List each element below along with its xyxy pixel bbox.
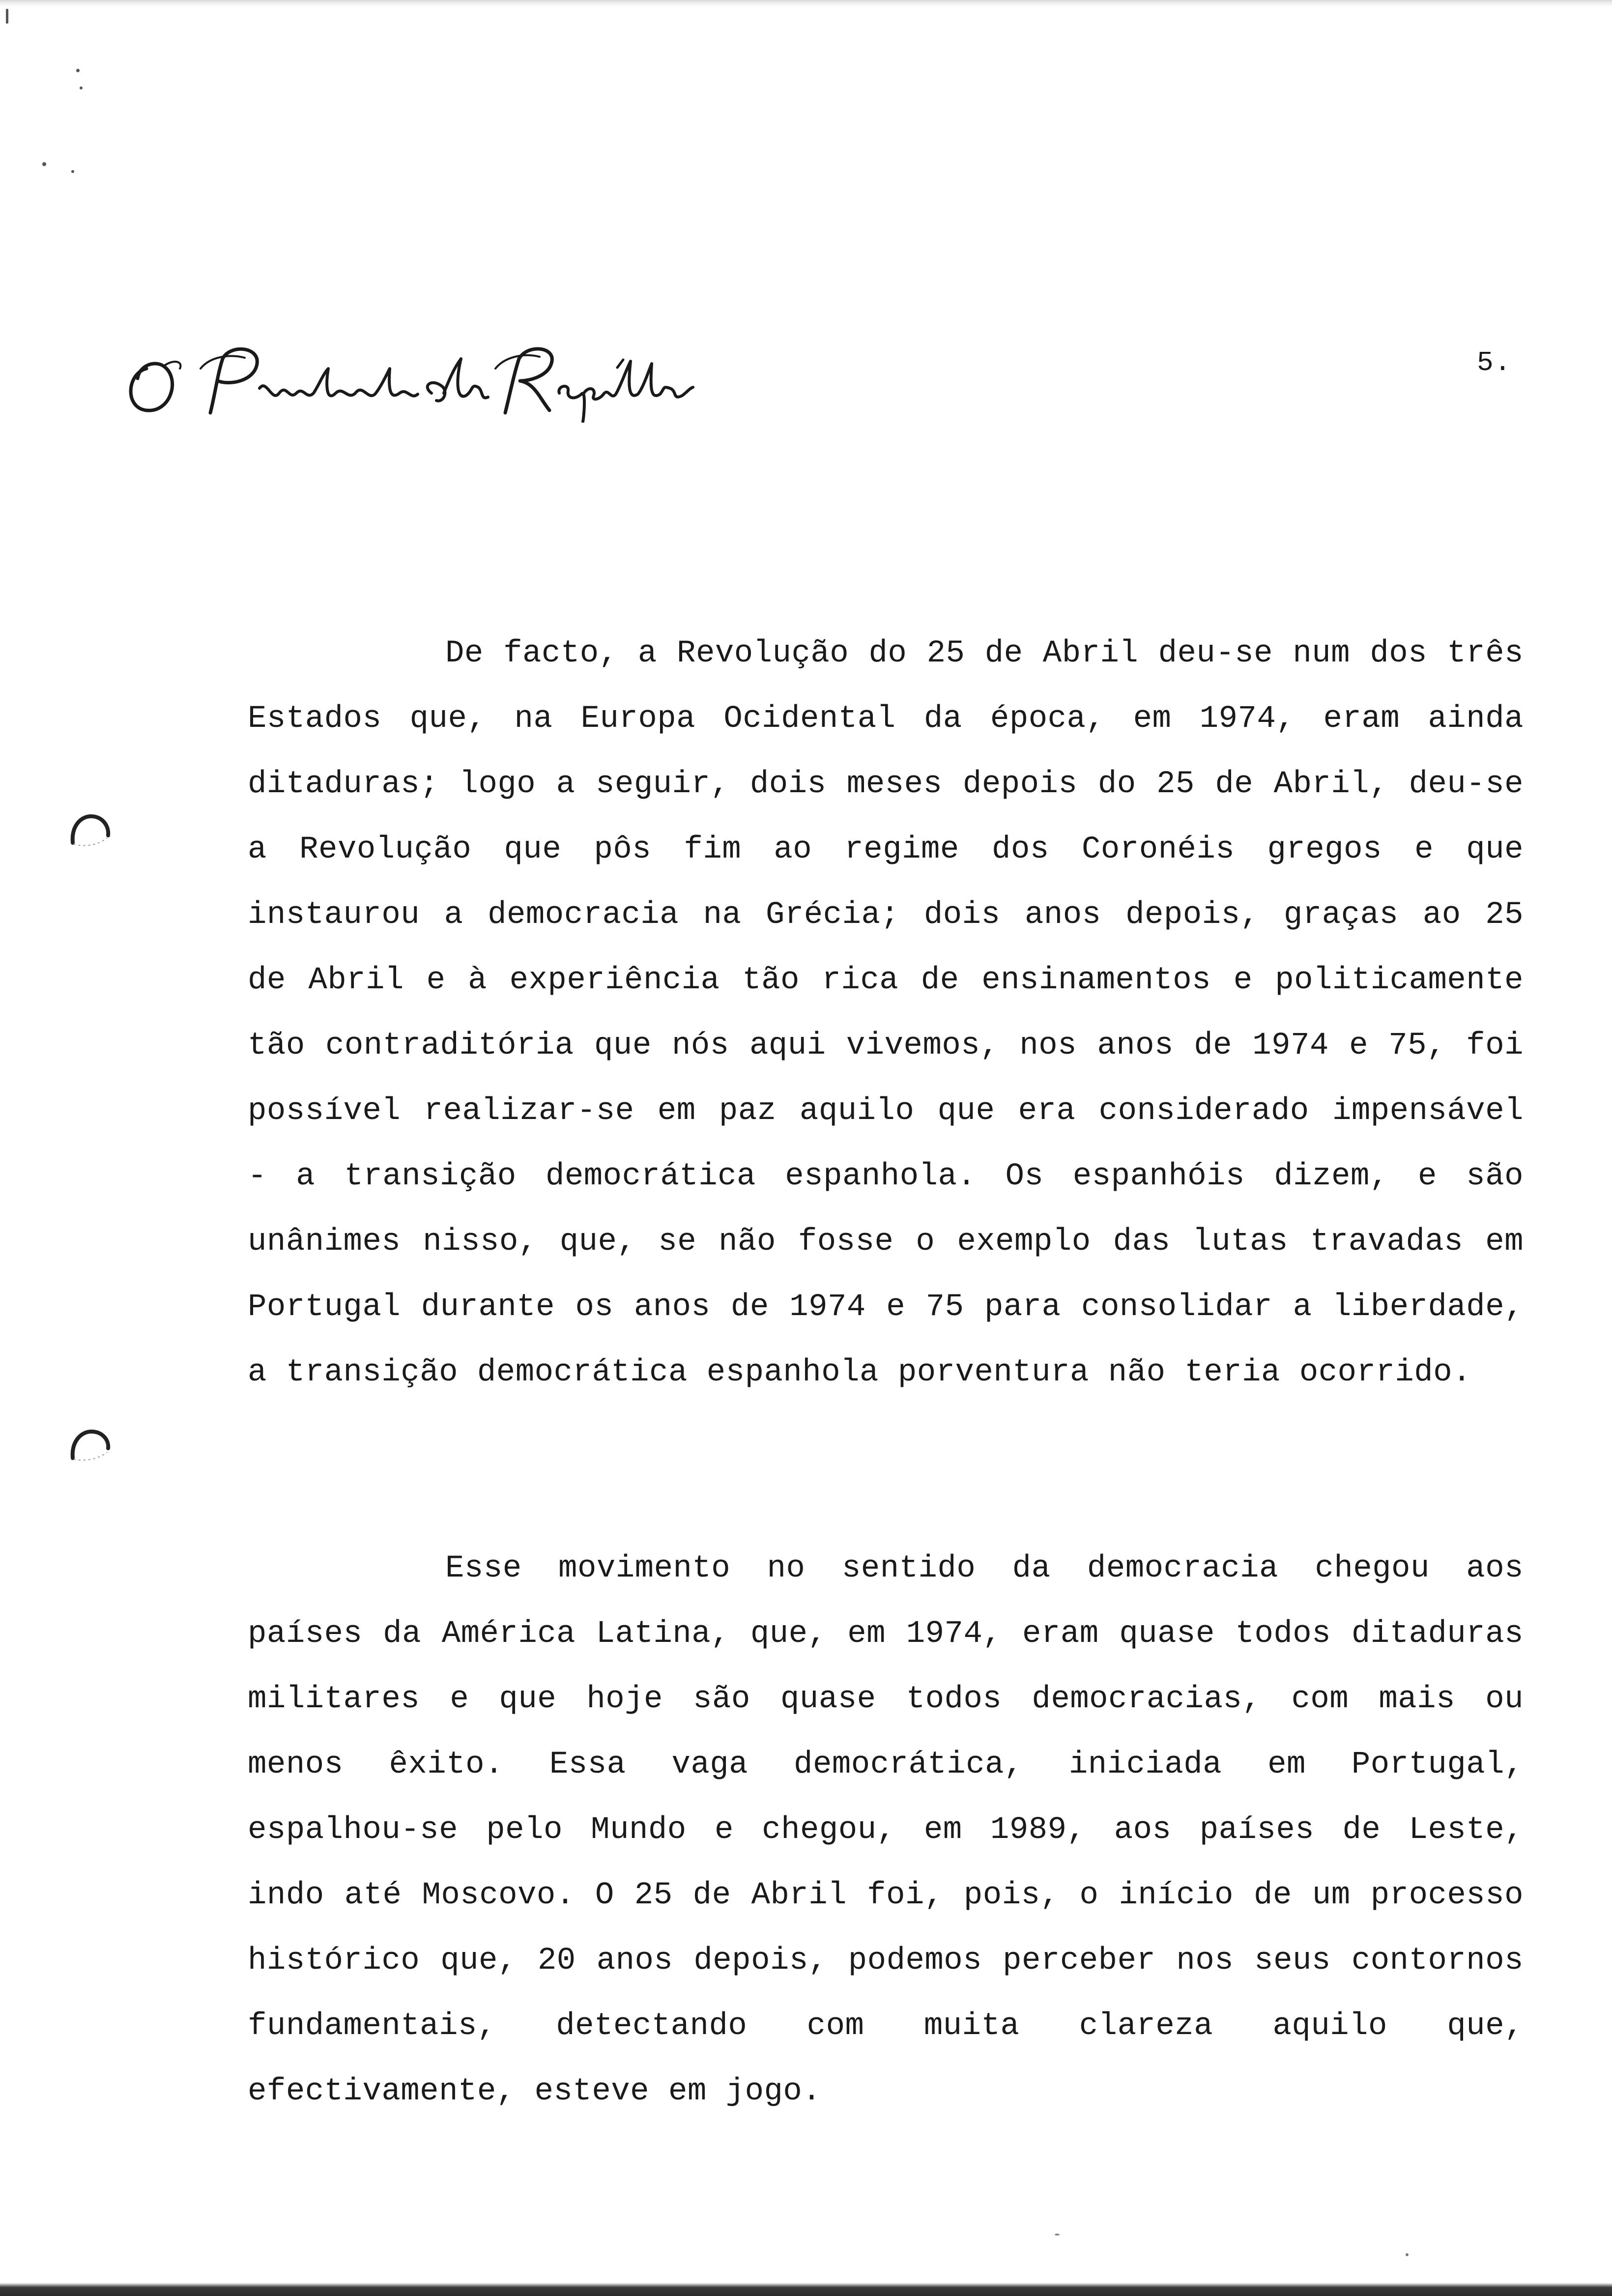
- scan-speck: [71, 170, 74, 173]
- punch-hole-mark: [69, 813, 111, 848]
- scan-bottom-edge: [0, 2283, 1612, 2296]
- scan-speck: [1406, 2253, 1409, 2256]
- body-paragraph: Esse movimento no sentido da democracia chegou aos países da América Latina, que, em 1974, eram quase todos ditaduras militares e que hoje são quase todos democracias, com mais ou menos êxito. Essa vaga democrática, iniciada em Portugal, espalhou-se pelo Mundo e chegou, em 1989, aos países de Leste, indo até Moscovo. O 25 de Abril foi, pois, o início de um processo histórico que, 20 anos depois, podemos perceber nos seus contornos fundamentais, detectando com muita clareza aquilo que, efectivamente, esteve em jogo.: [248, 1551, 1524, 2109]
- letterhead-signature: [117, 339, 697, 423]
- punch-hole-mark: [69, 1428, 111, 1462]
- scan-speck: [1055, 2234, 1060, 2236]
- scan-speck: [6, 9, 8, 24]
- body-paragraph: De facto, a Revolução do 25 de Abril deu-se num dos três Estados que, na Europa Ocidental da época, em 1974, eram ainda ditaduras; logo a seguir, dois meses depois do 25 de Abril, deu-se a Revolução que pôs fim ao regime dos Coronéis gregos e que instaurou a democracia na Grécia; dois anos depois, graças ao 25 de Abril e à experiência tão rica de ensinamentos e politicamente tão contraditória que nós aqui vivemos, nos anos de 1974 e 75, foi possível realizar-se em paz aquilo que era considerado impensável - a transição democrática espanhola. Os espanhóis dizem, e são unânimes nisso, que, se não fosse o exemplo das lutas travadas em Portugal durante os anos de 1974 e 75 para consolidar a liberdade, a transição democrática espanhola porventura não teria ocorrido.: [248, 636, 1524, 1390]
- scan-speck: [76, 69, 80, 72]
- scan-top-edge: [0, 0, 1612, 7]
- scan-speck: [80, 86, 83, 89]
- scan-speck: [42, 162, 46, 166]
- page-number: 5.: [1477, 347, 1512, 378]
